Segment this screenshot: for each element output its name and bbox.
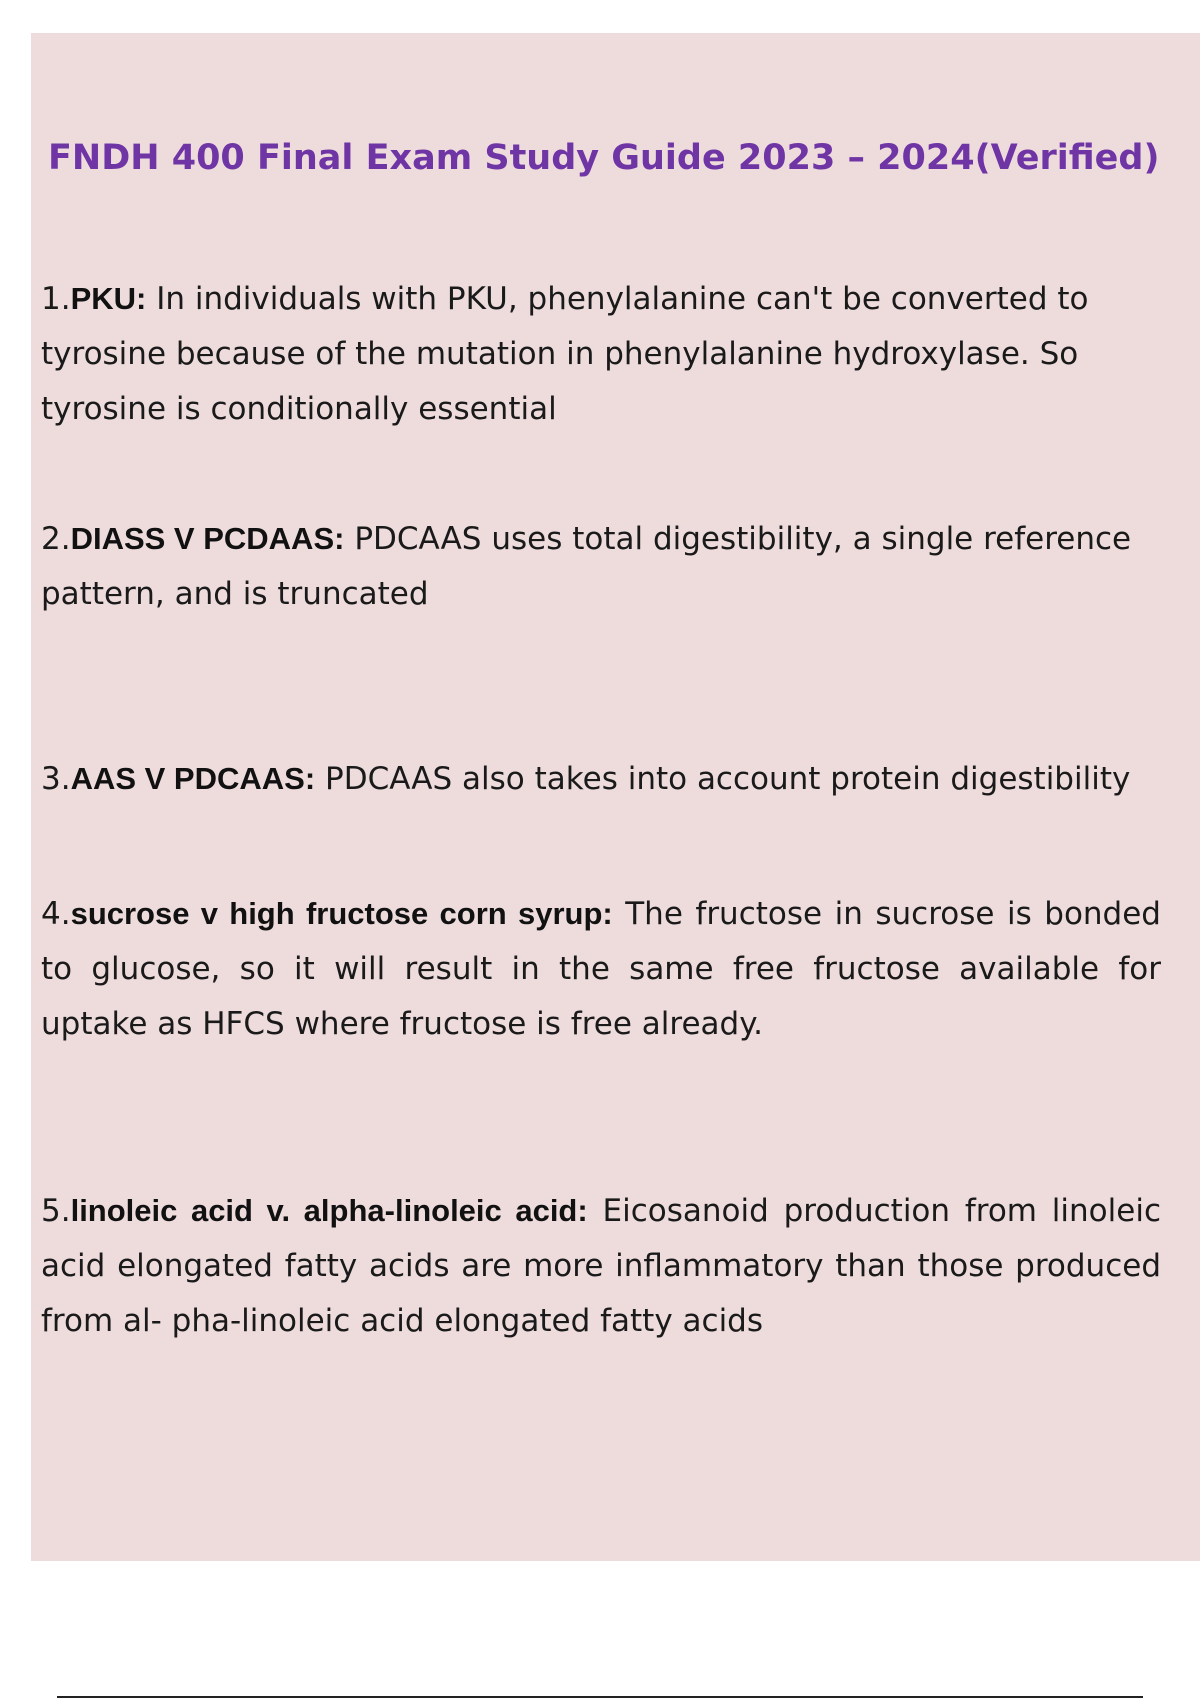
item-term: DIASS V PCDAAS: bbox=[70, 521, 345, 556]
footer-divider bbox=[57, 1696, 1143, 1698]
item-term: linoleic acid v. alpha-linoleic acid: bbox=[70, 1193, 588, 1228]
study-item-2 bbox=[41, 511, 1161, 622]
study-item-4 bbox=[41, 886, 1161, 1052]
item-text: The fructose in sucrose is bonded to glucose, so it will result in the same free fructose available for uptake as HFCS where fructose is free already. bbox=[41, 896, 1161, 1042]
item-number: 4. bbox=[41, 896, 71, 932]
item-number: 2. bbox=[41, 521, 71, 557]
item-term: AAS V PDCAAS: bbox=[70, 761, 316, 796]
item-number: 3. bbox=[41, 761, 71, 797]
item-number: 1. bbox=[41, 281, 71, 317]
item-term: sucrose v high fructose corn syrup: bbox=[70, 896, 613, 931]
item-text: PDCAAS also takes into account protein digestibility bbox=[325, 761, 1131, 797]
item-text: Eicosanoid production from linoleic acid elongated fatty acids are more inflammatory than those produced from al- pha-linoleic acid elongated fatty acids bbox=[41, 1193, 1161, 1339]
study-item-3 bbox=[41, 751, 1161, 807]
item-term: PKU: bbox=[70, 281, 147, 316]
item-number: 5. bbox=[41, 1193, 71, 1229]
document-title: FNDH 400 Final Exam Study Guide 2023 – 2024(Verified) bbox=[48, 138, 1160, 178]
item-text: PDCAAS uses total digestibility, a single reference pattern, and is truncated bbox=[41, 521, 1132, 612]
study-item-1 bbox=[41, 271, 1161, 437]
study-item-5 bbox=[41, 1183, 1161, 1349]
item-text: In individuals with PKU, phenylalanine can't be converted to tyrosine because of the mutation in phenylalanine hydroxylase. So tyrosine is conditionally essential bbox=[41, 281, 1089, 427]
